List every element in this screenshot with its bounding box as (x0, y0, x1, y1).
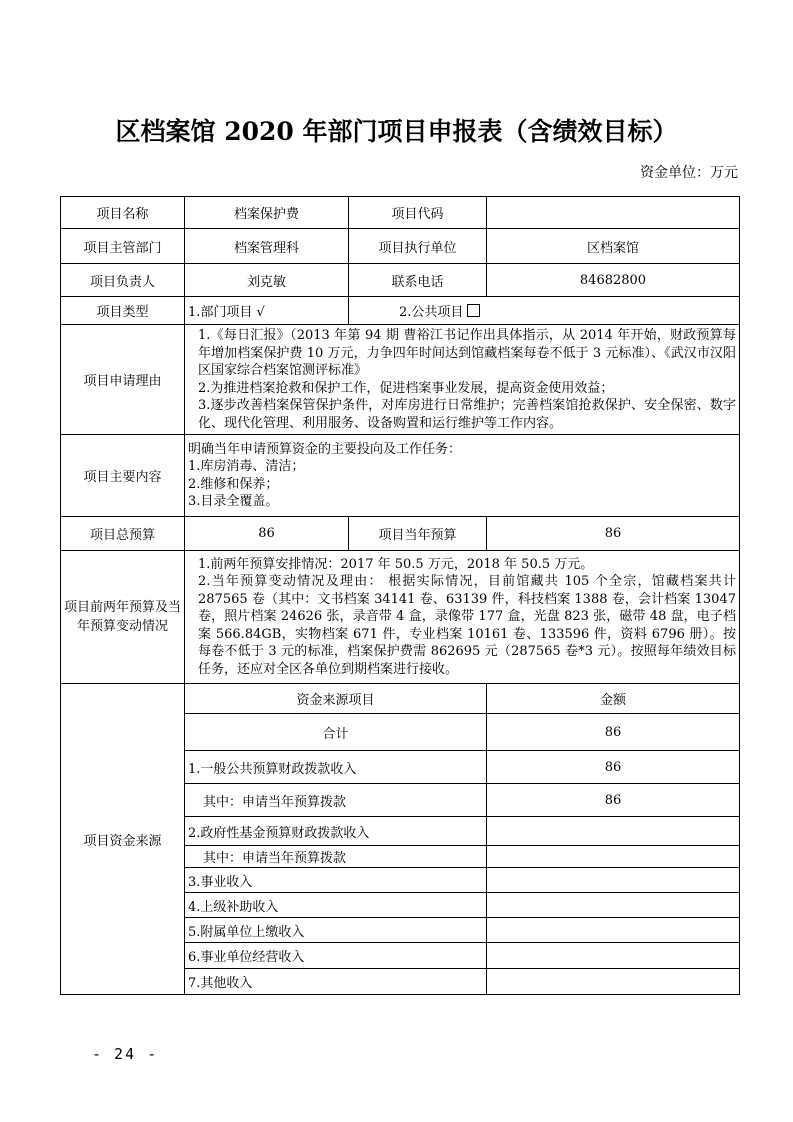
source-item-amount (487, 943, 740, 969)
source-item-label: 6.事业单位经营收入 (185, 943, 487, 969)
reason-line-2: 2.为推进档案抢救和保护工作，促进档案事业发展，提高资金使用效益； (198, 380, 614, 396)
source-col-amount-header: 金额 (487, 684, 740, 714)
content-text (185, 435, 740, 517)
source-item-label: 7.其他收入 (185, 969, 487, 995)
phone-value: 84682800 (487, 264, 740, 297)
row-department (61, 229, 740, 264)
content-line-4: 3.目录全覆盖。 (188, 494, 279, 509)
source-item-label: 3.事业收入 (185, 868, 487, 893)
change-label: 项目前两年预算及当年预算变动情况 (61, 551, 185, 684)
source-item-label: 其中：申请当年预算拨款 (185, 784, 487, 817)
page-number: - 24 - (92, 1045, 159, 1063)
content-line-1: 明确当年申请预算资金的主要投向及工作任务： (188, 441, 462, 457)
change-line-2: 2.当年预算变动情况及理由： 根据实际情况，目前馆藏共 105 个全宗，馆藏档案共计 287565 卷（其中：文书档案 34141 卷、63139 件，科技档案 1388 卷，会计档案 13047 卷，照片档案 24626 张，录音带 4 盒，录像带 177 盒，光盘 823 张，磁带 48 盘，电子档案 566.84GB，实物档案 671 件，专业档案 10161 卷、133596 件，资料 6796 册）。按每卷不低于 3 元的标准，档案保护费需 862695 元（287565 卷*3 元）。按照每年绩效目标任务，还应对全区各单位到期档案进行接收。 (198, 574, 736, 677)
exec-unit-label: 项目执行单位 (349, 229, 487, 264)
document-title: 区档案馆 2020 年部门项目申报表（含绩效目标） (115, 117, 678, 146)
dept-label: 项目主管部门 (61, 229, 185, 264)
change-text (185, 551, 740, 684)
source-item-amount (487, 918, 740, 943)
row-budget-change (61, 551, 740, 684)
source-item-amount: 86 (487, 784, 740, 817)
row-owner (61, 264, 740, 297)
row-budget (61, 517, 740, 551)
current-budget-value: 86 (487, 517, 740, 551)
source-header-row (61, 684, 740, 714)
type-option-dept-text: 1.部门项目 √ (188, 305, 265, 320)
source-label: 项目资金来源 (61, 684, 185, 995)
source-item-label: 其中：申请当年预算拨款 (185, 846, 487, 868)
project-name-value: 档案保护费 (185, 197, 349, 229)
row-project-name (61, 197, 740, 229)
change-line-1: 1.前两年预算安排情况：2017 年 50.5 万元，2018 年 50.5 万元。 (198, 556, 594, 572)
row-project-type (61, 297, 740, 325)
source-item-amount: 86 (487, 714, 740, 751)
source-item-amount (487, 817, 740, 846)
content-line-2: 1.库房消毒、清洁； (188, 459, 305, 474)
dept-value: 档案管理科 (185, 229, 349, 264)
reason-label: 项目申请理由 (61, 325, 185, 435)
content-line-3: 2.维修和保养； (188, 476, 279, 492)
source-item-label: 5.附属单位上缴收入 (185, 918, 487, 943)
source-item-label: 1.一般公共预算财政拨款收入 (185, 751, 487, 784)
owner-label: 项目负责人 (61, 264, 185, 297)
type-option-dept (185, 297, 349, 325)
source-item-label: 4.上级补助收入 (185, 893, 487, 918)
source-item-amount: 86 (487, 751, 740, 784)
row-content (61, 435, 740, 517)
owner-value: 刘克敏 (185, 264, 349, 297)
type-option-public (349, 297, 740, 325)
project-name-label: 项目名称 (61, 197, 185, 229)
project-code-label: 项目代码 (349, 197, 487, 229)
application-form-table (60, 196, 740, 995)
source-item-amount (487, 969, 740, 995)
source-col-item-header: 资金来源项目 (185, 684, 487, 714)
content-label: 项目主要内容 (61, 435, 185, 517)
source-item-label: 合计 (185, 714, 487, 751)
exec-unit-value: 区档案馆 (487, 229, 740, 264)
reason-line-1: 1.《每日汇报》（2013 年第 94 期 曹裕江书记作出具体指示，从 2014 年开始，财政预算每年增加档案保护费 10 万元，力争四年时间达到馆藏档案每卷不低于 3 元标准）、《武汉市汉阳区国家综合档案馆测评标准》 (198, 328, 736, 378)
checkbox-icon (467, 304, 480, 317)
current-budget-label: 项目当年预算 (349, 517, 487, 551)
total-budget-label: 项目总预算 (61, 517, 185, 551)
source-item-amount (487, 893, 740, 918)
project-code-value (487, 197, 740, 229)
reason-text (185, 325, 740, 435)
source-item-amount (487, 846, 740, 868)
source-item-label: 2.政府性基金预算财政拨款收入 (185, 817, 487, 846)
currency-unit: 资金单位：万元 (640, 165, 738, 181)
phone-label: 联系电话 (349, 264, 487, 297)
row-reason (61, 325, 740, 435)
reason-line-3: 3.逐步改善档案保管保护条件，对库房进行日常维护；完善档案馆抢救保护、安全保密、数字化、现代化管理、利用服务、设备购置和运行维护等工作内容。 (198, 398, 736, 431)
type-label: 项目类型 (61, 297, 185, 325)
total-budget-value: 86 (185, 517, 349, 551)
type-option-public-text: 2.公共项目 (399, 305, 464, 320)
source-item-amount (487, 868, 740, 893)
